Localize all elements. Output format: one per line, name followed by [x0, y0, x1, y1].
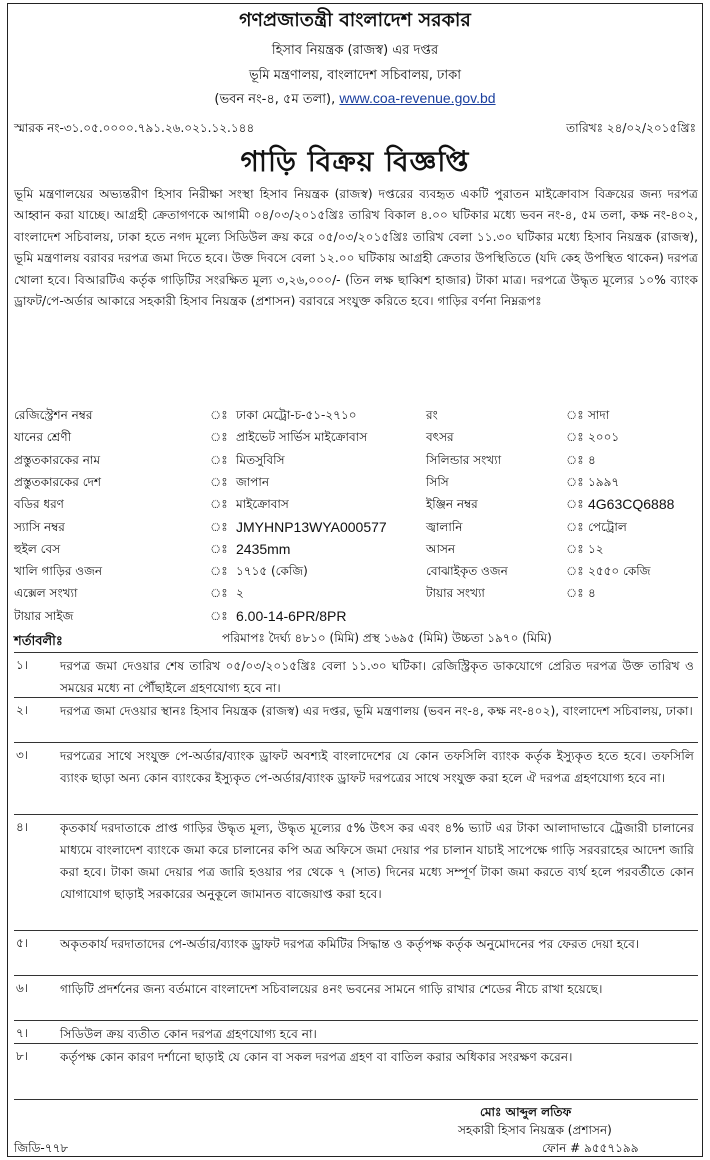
- spec-colon: ঃ: [210, 452, 228, 467]
- spec-colon: ঃ: [566, 430, 584, 445]
- spec-label: স্যাসি নম্বর: [14, 519, 65, 534]
- spec-colon: ঃ: [566, 452, 584, 467]
- condition-text: কর্তৃপক্ষ কোন কারণ দর্শানো ছাড়াই যে কোন বা সকল দরপত্র গ্রহণ বা বাতিল করার অধিকার সংরক্ষণ করেন।: [60, 1050, 573, 1064]
- spec-row: [14, 471, 698, 493]
- spec-value: জাপান: [236, 474, 270, 489]
- condition-text: দরপত্রের সাথে সংযুক্ত পে-অর্ডার/ব্যাংক ড্রাফট অবশ্যই বাংলাদেশের যে কোন তফসিলি ব্যাংক কর্তৃক ইস্যুকৃত হতে হবে। তফসিলি ব্যাংক ছাড়া অন্য কোন ব্যাংকের ইস্যুকৃত পে-অর্ডার/ব্যাংক ড্রাফট দরপত্রের সাথে সংযুক্ত করা হলে ঐ দরপত্র গ্রহণযোগ্য হবে না।: [60, 749, 694, 785]
- spec-value: 2435mm: [236, 540, 291, 557]
- spec-value: ৪: [588, 452, 596, 467]
- spec-label: হুইল বেস: [14, 541, 61, 556]
- condition-item: [14, 975, 698, 1020]
- spec-row: [14, 560, 698, 582]
- memo-number: স্মারক নং-৩১.০৫.০০০০.৭৯১.২৬.০২১.১২.১৪৪: [14, 121, 255, 135]
- spec-value: পেট্রোল: [588, 519, 627, 534]
- spec-value: 6.00-14-6PR/8PR: [236, 607, 347, 624]
- spec-label: ইঞ্জিন নম্বর: [426, 497, 478, 512]
- spec-label: খালি গাড়ির ওজন: [14, 564, 103, 579]
- spec-label: টায়ার সংখ্যা: [426, 586, 485, 601]
- spec-label: বোঝাইকৃত ওজন: [426, 564, 508, 579]
- spec-colon: ঃ: [210, 586, 228, 601]
- spec-row: [14, 516, 698, 538]
- spec-colon: ঃ: [210, 608, 228, 623]
- spec-label: রেজিস্ট্রেশন নম্বর: [14, 408, 93, 422]
- reference-code: জিডি-৭৭৮: [14, 1141, 69, 1155]
- spec-value: JMYHNP13WYA000577: [236, 518, 387, 535]
- condition-item: [14, 652, 698, 697]
- spec-row: [14, 426, 698, 448]
- condition-number: ৩।: [16, 748, 29, 762]
- condition-item: [14, 742, 698, 814]
- spec-row: [14, 493, 698, 515]
- vehicle-dimensions: পরিমাপঃ দৈর্ঘ্য ৪৮১০ (মিমি) প্রস্থ ১৬৯৫ (মিমি) উচ্চতা ১৯৭০ (মিমি): [222, 631, 552, 645]
- condition-item: [14, 1043, 698, 1099]
- condition-text: অকৃতকার্য দরদাতাদের পে-অর্ডার/ব্যাংক ড্রাফট দরপত্র কমিটির সিদ্ধান্ত ও কর্তৃপক্ষ কর্তৃক অনুমোদনের পর ফেরত দেয়া হবে।: [60, 937, 640, 951]
- condition-item: [14, 1020, 698, 1043]
- spec-colon: ঃ: [210, 519, 228, 534]
- spec-value: ২৫৫০ কেজি: [588, 564, 651, 579]
- spec-label: রং: [426, 408, 438, 422]
- condition-number: ৮।: [16, 1049, 29, 1063]
- spec-colon: ঃ: [566, 564, 584, 579]
- building-line: [0, 90, 710, 111]
- spec-colon: ঃ: [210, 430, 228, 445]
- spec-value: মিতসুবিসি: [236, 452, 285, 467]
- spec-row: [14, 582, 698, 604]
- condition-number: ৭।: [16, 1026, 29, 1040]
- spec-colon: ঃ: [566, 541, 584, 556]
- condition-text: দরপত্র জমা দেওয়ার শেষ তারিখ ০৫/০৩/২০১৫খ্রিঃ বেলা ১১.৩০ ঘটিকা। রেজিস্ট্রিকৃত ডাকযোগে প্রেরিত দরপত্র উক্ত তারিখ ও সময়ের মধ্যে না পৌঁছাইলে গ্রহণযোগ্য হবে না।: [60, 659, 694, 695]
- spec-value: সাদা: [588, 408, 610, 422]
- signatory-phone: ফোন # ৯৫৫৭১৯৯: [542, 1141, 639, 1155]
- condition-number: ৫।: [16, 936, 29, 950]
- signatory-designation: সহকারী হিসাব নিয়ন্ত্রক (প্রশাসন): [458, 1123, 612, 1137]
- spec-value: ১২: [588, 541, 604, 556]
- spec-colon: ঃ: [566, 474, 584, 489]
- spec-value: ১৭১৫ (কেজি): [236, 564, 308, 579]
- spec-label: বডির ধরণ: [14, 497, 64, 512]
- spec-value: ঢাকা মেট্রো-চ-৫১-২৭১০: [236, 408, 357, 422]
- condition-number: ৪।: [16, 820, 29, 834]
- condition-number: ২।: [16, 703, 29, 717]
- spec-label: টায়ার সাইজ: [14, 608, 74, 623]
- condition-text: কৃতকার্য দরদাতাকে প্রাপ্ত গাড়ির উদ্ধৃত মূল্য, উদ্ধৃত মূল্যের ৫% উৎস কর এবং ৪% ভ্যাট এর টাকা আলাদাভাবে ট্রেজারী চালানের মাধ্যমে বাংলাদেশ ব্যাংকে জমা করে চালানের কপি অত্র অফিসে জমা দেয়ার পর চালান যাচাই সাপেক্ষে গাড়ি সরবরাহের আদেশ জারি করা হবে। টাকা জমা দেয়ার পত্র জারি হওয়ার পর থেকে ৭ (সাত) দিনের মধ্যে সম্পূর্ণ টাকা জমা করতে ব্যর্থ হলে পরবর্তীতে কোন যোগাযোগ ছাড়াই সরকারের অনুকূলে জামানত বাজেয়াপ্ত করা হবে।: [60, 821, 694, 901]
- building-info: (ভবন নং-৪, ৫ম তলা),: [214, 92, 336, 107]
- condition-item: [14, 930, 698, 975]
- notice-date: তারিখঃ ২৪/০২/২০১৫খ্রিঃ: [566, 121, 696, 135]
- notice-title: গাড়ি বিক্রয় বিজ্ঞপ্তি: [240, 145, 470, 178]
- spec-label: আসন: [426, 541, 456, 556]
- spec-value: ১৯৯৭: [588, 474, 620, 489]
- spec-colon: ঃ: [210, 497, 228, 512]
- spec-colon: ঃ: [566, 586, 584, 601]
- spec-row: [14, 404, 698, 426]
- spec-label: যানের শ্রেণী: [14, 430, 72, 445]
- spec-row: [14, 538, 698, 560]
- spec-colon: ঃ: [566, 519, 584, 534]
- spec-value: ২: [236, 586, 244, 601]
- spec-label: প্রস্তুতকারকের দেশ: [14, 474, 101, 489]
- spec-label: জ্বালানি: [426, 519, 463, 534]
- condition-number: ৬।: [16, 981, 29, 995]
- condition-item: [14, 814, 698, 930]
- intro-paragraph: ভূমি মন্ত্রণালয়ের অভ্যন্তরীণ হিসাব নিরীক্ষা সংস্থা হিসাব নিয়ন্ত্রক (রাজস্ব) দপ্তরের ব্যবহৃত একটি পুরাতন মাইক্রোবাস বিক্রয়ের জন্য দরপত্র আহ্বান করা যাচ্ছে। আগ্রহী ক্রেতাগণকে আগামী ০৪/০৩/২০১৫খ্রিঃ তারিখ বিকাল ৪.০০ ঘটিকার মধ্যে ভবন নং-৪, ৫ম তলা, কক্ষ নং-৪০২, বাংলাদেশ সচিবালয়, ঢাকা হতে নগদ মূল্যে সিডিউল ক্রয় করে ০৫/০৩/২০১৫খ্রিঃ তারিখ বেলা ১১.৩০ ঘটিকার মধ্যে হিসাব নিয়ন্ত্রক (রাজস্ব), ভূমি মন্ত্রণালয় বরাবর দরপত্র জমা দিতে হবে। উক্ত দিবসে বেলা ১২.০০ ঘটিকায় আগ্রহী ক্রেতার উপস্থিতিতে (যদি কেহ উপস্থিত থাকেন) দরপত্র খোলা হবে। বিআরটিএ কর্তৃক গাড়িটির সংরক্ষিত মূল্য ৩,২৬,০০০/- (তিন লক্ষ ছাব্বিশ হাজার) টাকা মাত্র। দরপত্রে উদ্ধৃত মূল্যের ১০% ব্যাংক ড্রাফট/পে-অর্ডার আকারে সহকারী হিসাব নিয়ন্ত্রক (প্রশাসন) বরাবরে সংযুক্ত করিতে হবে। গাড়ির বর্ণনা নিম্নরূপঃ: [14, 187, 698, 309]
- spec-colon: ঃ: [210, 474, 228, 489]
- condition-text: সিডিউল ক্রয় ব্যতীত কোন দরপত্র গ্রহণযোগ্য হবে না।: [60, 1027, 317, 1041]
- government-title: গণপ্রজাতন্ত্রী বাংলাদেশ সরকার: [239, 9, 471, 31]
- spec-colon: ঃ: [210, 541, 228, 556]
- spec-value: ২০০১: [588, 430, 620, 445]
- spec-label: বৎসর: [426, 430, 454, 445]
- spec-value: ৪: [588, 586, 596, 601]
- spec-colon: ঃ: [210, 408, 228, 422]
- spec-value: 4G63CQ6888: [588, 496, 675, 513]
- spec-label: প্রস্তুতকারকের নাম: [14, 452, 101, 467]
- spec-colon: ঃ: [210, 564, 228, 579]
- signatory-name: মোঃ আব্দুল লতিফ: [480, 1105, 572, 1119]
- conditions-bottom-border: [14, 1099, 698, 1100]
- office-name: হিসাব নিয়ন্ত্রক (রাজস্ব) এর দপ্তর: [271, 43, 439, 58]
- website-link[interactable]: www.coa-revenue.gov.bd: [339, 90, 496, 106]
- condition-text: গাড়িটি প্রদর্শনের জন্য বর্তমানে বাংলাদেশ সচিবালয়ের ৪নং ভবনের সামনে গাড়ি রাখার শেডের নীচে রাখা হয়েছে।: [60, 982, 603, 996]
- spec-label: সিলিন্ডার সংখ্যা: [426, 452, 502, 467]
- condition-number: ১।: [16, 658, 29, 672]
- spec-value: মাইক্রোবাস: [236, 497, 289, 512]
- spec-row: [14, 449, 698, 471]
- spec-colon: ঃ: [566, 497, 584, 512]
- ministry-address: ভূমি মন্ত্রণালয়, বাংলাদেশ সচিবালয়, ঢাকা: [248, 68, 462, 83]
- spec-label: সিসি: [426, 474, 449, 489]
- spec-row: [14, 605, 698, 627]
- condition-text: দরপত্র জমা দেওয়ার স্থানঃ হিসাব নিয়ন্ত্রক (রাজস্ব) এর দপ্তর, ভূমি মন্ত্রণালয় (ভবন নং-৪, কক্ষ নং-৪০২), বাংলাদেশ সচিবালয়, ঢাকা।: [60, 704, 693, 718]
- conditions-title: শর্তাবলীঃ: [14, 634, 63, 649]
- condition-item: [14, 697, 698, 742]
- spec-label: এক্সেল সংখ্যা: [14, 586, 78, 601]
- spec-colon: ঃ: [566, 408, 584, 422]
- spec-value: প্রাইভেট সার্ভিস মাইক্রোবাস: [236, 430, 368, 445]
